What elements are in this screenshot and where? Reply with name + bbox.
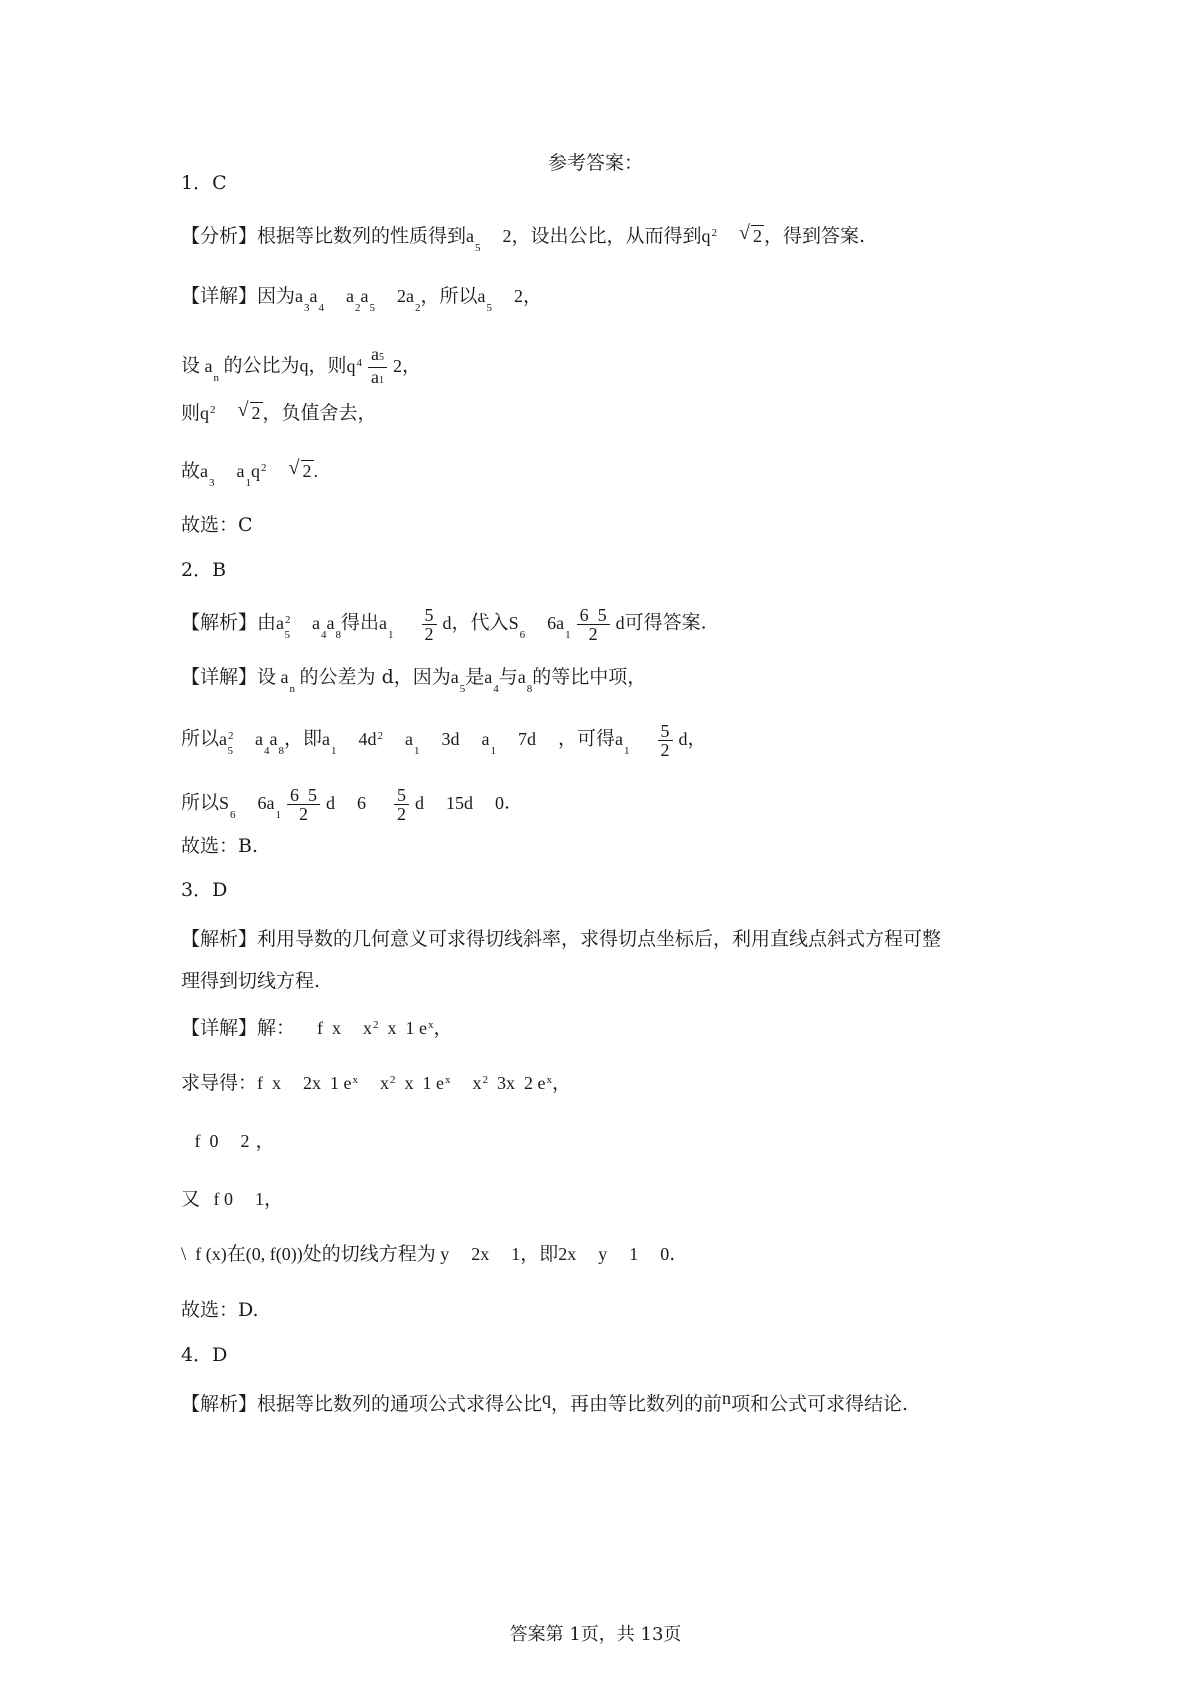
- q2-detail-line2: 所以$a^2_5a_4a_8$，即$a_14d^2$ $a_13d$ $a_17d$ ，可得$a_1$ $\frac{5}{2}$ d，: [181, 721, 707, 760]
- q4-analysis: 【解析】根据等比数列的通项公式求得公比q，再由等比数列的前n项和公式可求得结论.: [181, 1388, 909, 1415]
- q2-detail-line1: 【详解】设 $a_n$ 的公差为 d，因为$a_5$是$a_4$与$a_8$的等比中项，: [181, 666, 647, 695]
- math: $S_66a_1$ $\frac{6 5}{2}$ d: [508, 605, 625, 644]
- q3-analysis-line2: 理得到切线方程.: [181, 970, 321, 992]
- math: $a_3a_4a_2a_52a_2$: [295, 286, 421, 314]
- q3-analysis-line1: 【解析】利用导数的几何意义可求得切线斜率，求得切点坐标后，利用直线点斜式方程可整: [181, 928, 942, 950]
- math: $a^2_5a_4a_8$: [219, 728, 285, 757]
- q1-conclusion: 故选：C: [181, 514, 253, 536]
- math: $a_n$: [276, 667, 296, 695]
- page-title: 参考答案：: [547, 152, 643, 174]
- math: f x $x^2$ x 1 $e^x$: [317, 1018, 434, 1038]
- math: $a_52$: [477, 286, 524, 314]
- math: $a_1$ $\frac{5}{2}$ d: [615, 721, 688, 760]
- math: $q^4$ $\frac{a5}{a1}$ 2: [346, 344, 403, 387]
- q1-analysis-tag: 【分析】: [181, 225, 258, 247]
- math: q: [299, 355, 309, 376]
- q1-number: 1．C: [181, 172, 227, 194]
- math: $q^2$ √ 2: [200, 399, 261, 423]
- q3-detail-line2: 求导得：f x 2x 1 $e^x$ $x^2$ x 1 $e^x$ $x^2$ 3x 2 $e^x$，: [181, 1072, 572, 1094]
- q4-analysis-tag: 【解析】: [181, 1393, 258, 1415]
- math: f (x): [186, 1244, 227, 1264]
- math: (0, f(0)): [245, 1244, 303, 1264]
- q3-number: 3．D: [181, 879, 228, 901]
- q2-detail-line3: 所以$S_66a_1$ $\frac{6 5}{2}$ d 6 $\frac{5}{2}$ d 15d 0.: [181, 785, 511, 824]
- q2-analysis: 【解析】由$a^2_5a_4a_8$得出$a_1$ $\frac{5}{2}$ d，代入$S_66a_1$ $\frac{6 5}{2}$ d可得答案.: [181, 605, 707, 644]
- math: $S_66a_1$ $\frac{6 5}{2}$ d 6 $\frac{5}{2}$ d 15d 0: [219, 785, 505, 824]
- math: $a_3a_1q^2$ √ 2 .: [200, 457, 319, 489]
- math: y 2x 1: [435, 1244, 521, 1264]
- math: $a_1$ $\frac{5}{2}$ d: [379, 605, 452, 644]
- math: $a_4$: [484, 667, 499, 695]
- q1-detail-line1: 【详解】因为$a_3a_4a_2a_52a_2$，所以$a_52$，: [181, 285, 543, 314]
- q4-number: 4．D: [181, 1344, 228, 1366]
- q3-detail-line3: f 0 2 ，: [190, 1130, 275, 1152]
- math: $a^2_5a_4a_8$: [276, 612, 342, 641]
- therefore-symbol: \: [181, 1244, 187, 1265]
- math: $a_14d^2$ $a_13d$ $a_17d$: [322, 728, 537, 757]
- math: $q^2$ √ 2: [701, 222, 763, 246]
- page-footer: 答案第 1页，共 13页: [509, 1624, 682, 1645]
- q2-conclusion: 故选：B.: [181, 835, 259, 857]
- q2-analysis-tag: 【解析】: [181, 611, 258, 634]
- q3-detail-line5: \ f (x)在(0, f(0))处的切线方程为 y 2x 1，即2x y 1 0.: [181, 1243, 676, 1265]
- q3-detail-tag: 【详解】: [181, 1017, 258, 1039]
- math: f x 2x 1 $e^x$ $x^2$ x 1 $e^x$ $x^2$ 3x 2 $e^x$: [257, 1073, 553, 1093]
- math: $a_n$: [200, 355, 220, 384]
- q1-detail-line2: 设 $a_n$ 的公比为q，则$q^4$ $\frac{a5}{a1}$ 2，: [181, 344, 422, 387]
- math: f 0 2: [190, 1131, 250, 1151]
- q1-detail-line3: 则$q^2$ √ 2 ，负值舍去，: [181, 399, 377, 424]
- math: $a_8$: [517, 667, 533, 695]
- q1-analysis: 【分析】根据等比数列的性质得到$a_52$，设出公比，从而得到$q^2$ √ 2 ，得到答案.: [181, 222, 866, 254]
- math: n: [722, 1388, 732, 1408]
- math: $a_5$: [450, 667, 466, 695]
- q3-conclusion: 故选：D.: [181, 1299, 259, 1321]
- q3-detail-line4: 又 f 0 1，: [181, 1188, 284, 1210]
- q3-analysis-tag: 【解析】: [181, 928, 258, 950]
- math: 2x y 1 0: [558, 1244, 670, 1264]
- q1-detail-line4: 故$a_3a_1q^2$ √ 2 .: [181, 457, 319, 489]
- q2-detail-tag: 【详解】: [181, 666, 258, 688]
- math: q: [542, 1388, 552, 1408]
- q2-number: 2．B: [181, 559, 227, 581]
- math: f 0 1: [200, 1189, 265, 1209]
- math: $a_52$: [466, 226, 512, 254]
- q1-detail-tag: 【详解】: [181, 285, 258, 307]
- q3-detail-line1: 【详解】解： f x $x^2$ x 1 $e^x$，: [181, 1017, 453, 1039]
